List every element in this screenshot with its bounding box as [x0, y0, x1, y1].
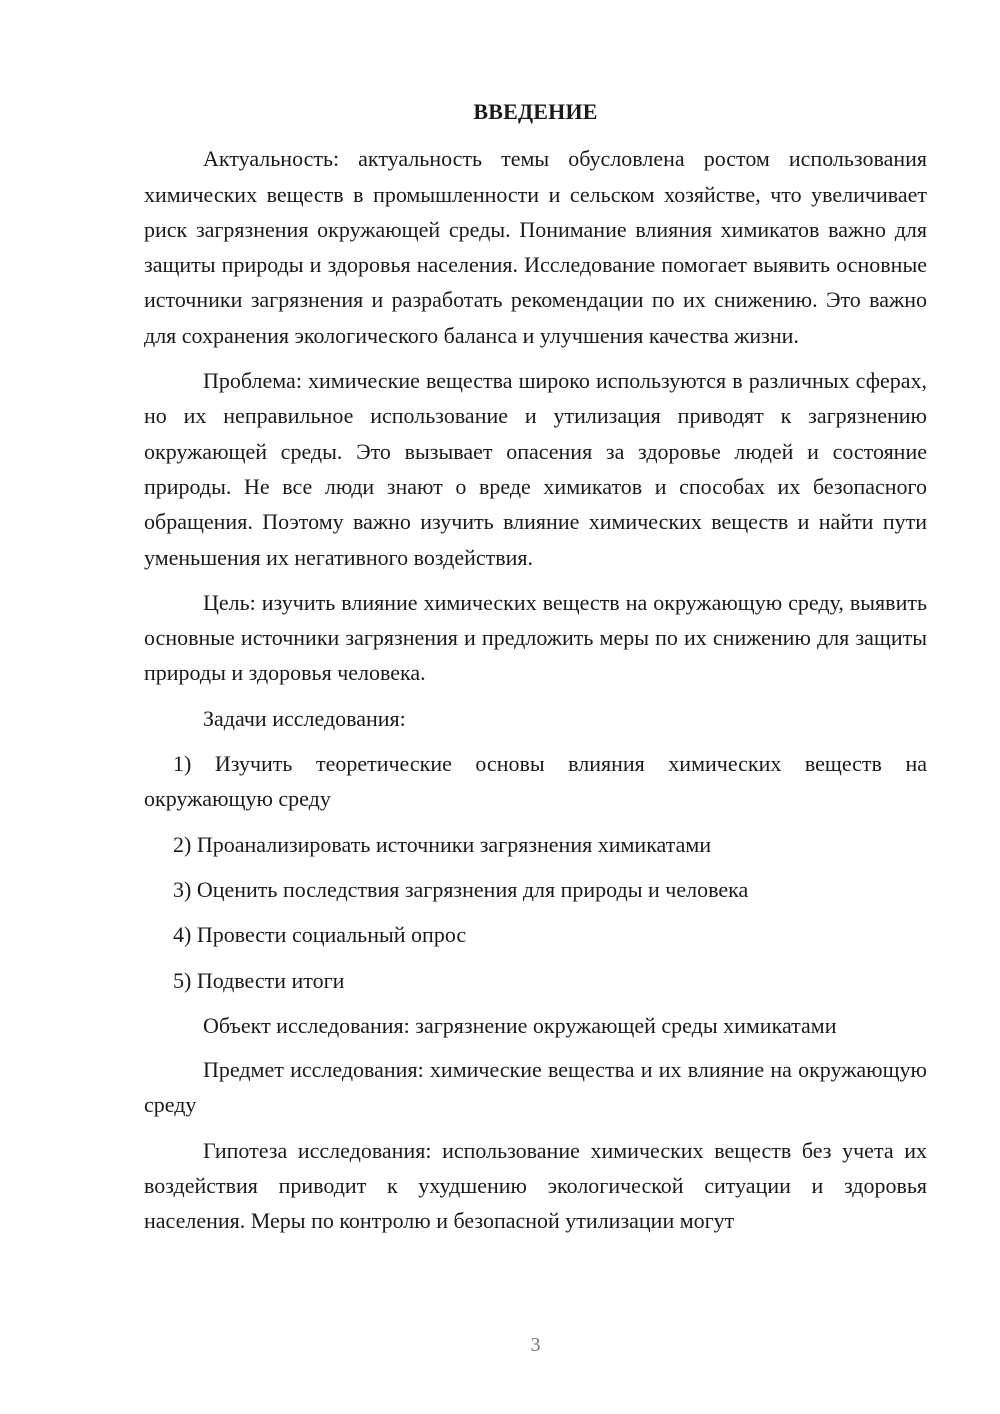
paragraph-subject: Предмет исследования: химические вещества и их влияние на окружающую среду	[144, 1057, 927, 1118]
task-item: 5) Подвести итоги	[173, 967, 345, 993]
paragraph-object: Объект исследования: загрязнение окружающей среды химикатами	[203, 1012, 837, 1038]
task-item: 3) Оценить последствия загрязнения для природы и человека	[173, 876, 749, 902]
task-item: 4) Провести социальный опрос	[173, 922, 467, 948]
paragraph-goal: Цель: изучить влияние химических веществ на окружающую среду, выявить основные источники загрязнения и предложить меры по их снижению для защиты природы и здоровья человека.	[144, 589, 927, 686]
page-content	[144, 94, 927, 1249]
task-item: 2) Проанализировать источники загрязнения химикатами	[173, 831, 712, 857]
section-title: ВВЕДЕНИЕ	[473, 99, 598, 124]
paragraph-relevance: Актуальность: актуальность темы обусловлена ростом использования химических веществ в промышленности и сельском хозяйстве, что увеличивает риск загрязнения окружающей среды. Понимание влияния химикатов важно для защиты природы и здоровья населения. Исследование помогает выявить основные источники загрязнения и разработать рекомендации по их снижению. Это важно для сохранения экологического баланса и улучшения качества жизни.	[144, 146, 927, 348]
task-item: 1) Изучить теоретические основы влияния химических веществ на окружающую среду	[144, 751, 927, 812]
paragraph-hypothesis: Гипотеза исследования: использование химических веществ без учета их воздействия приводит к ухудшению экологической ситуации и здоровья населения. Меры по контролю и безопасной утилизации могут	[144, 1137, 927, 1234]
paragraph-problem: Проблема: химические вещества широко используются в различных сферах, но их неправильное использование и утилизация приводят к загрязнению окружающей среды. Это вызывает опасения за здоровье людей и состояние природы. Не все люди знают о вреде химикатов и способах их безопасного обращения. Поэтому важно изучить влияние химических веществ и найти пути уменьшения их негативного воздействия.	[144, 368, 927, 570]
page-number: 3	[530, 1334, 541, 1356]
tasks-heading: Задачи исследования:	[203, 705, 406, 731]
